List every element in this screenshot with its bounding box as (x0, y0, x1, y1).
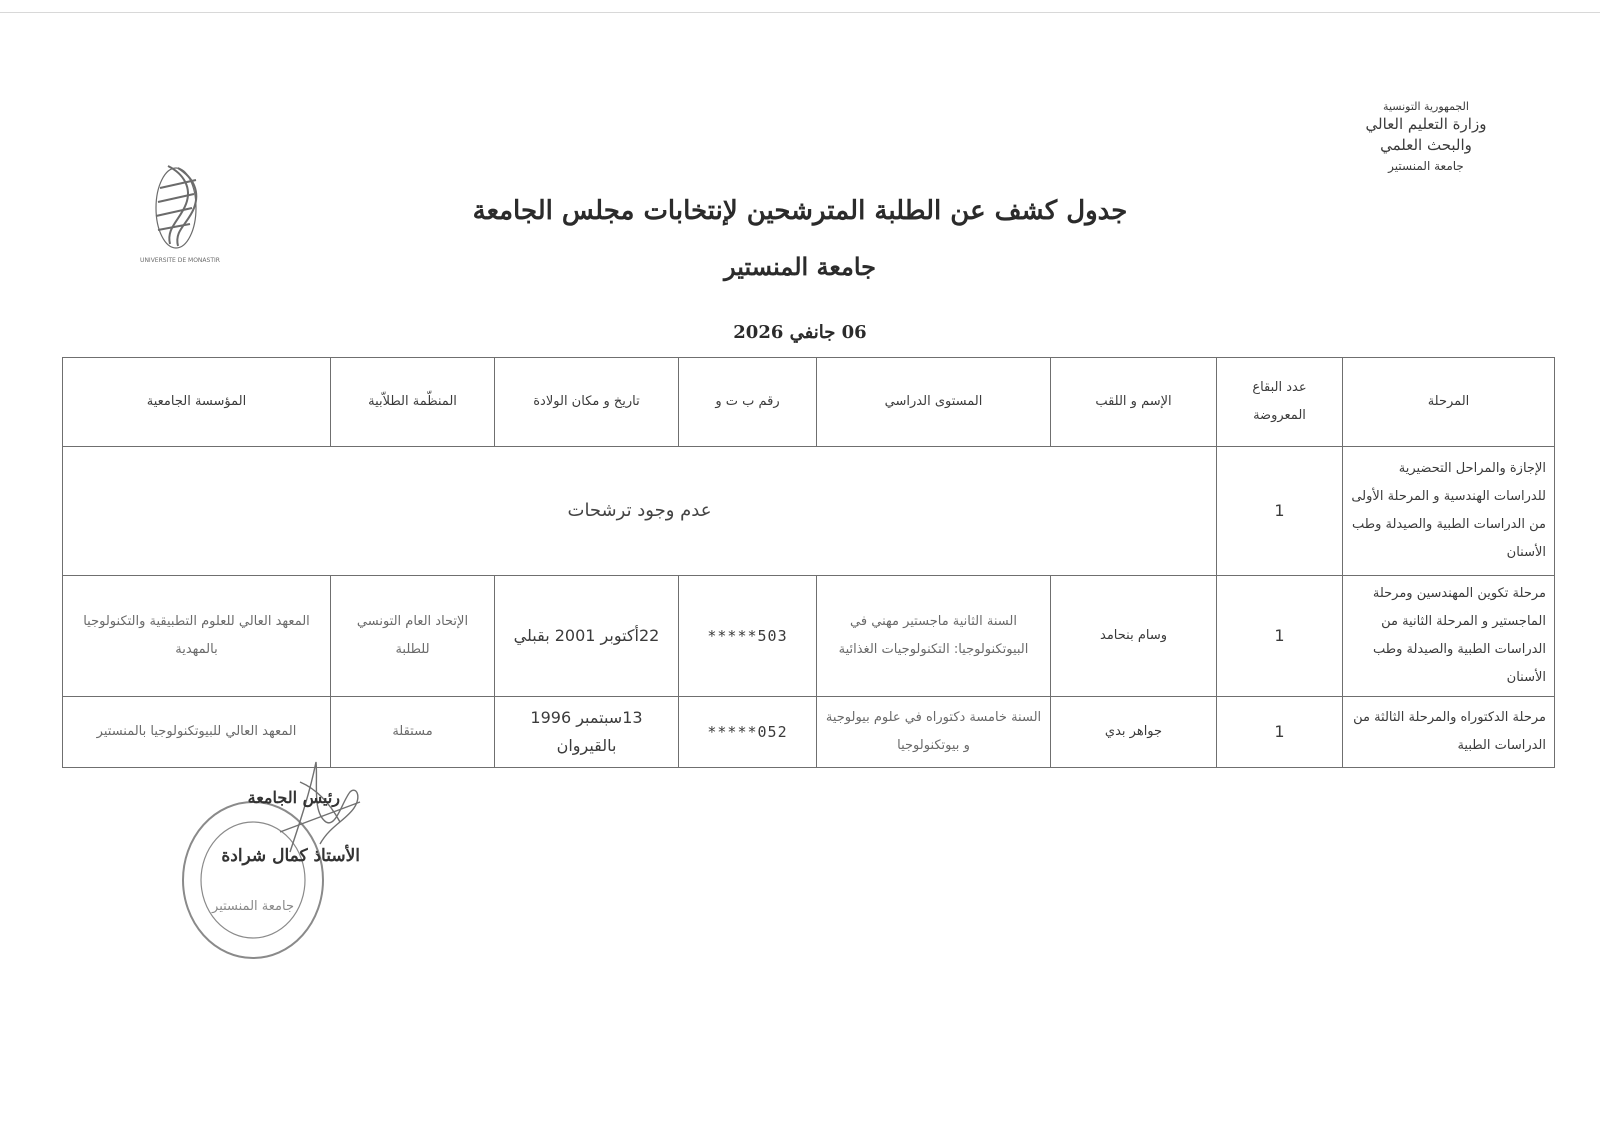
cell-organization: مستقلة (331, 697, 495, 768)
university-logo-icon (140, 158, 220, 268)
header-level: المستوى الدراسي (817, 358, 1051, 447)
header-organization: المنظّمة الطلاّبية (331, 358, 495, 447)
cell-seats: 1 (1217, 697, 1343, 768)
cell-id: 503***** (679, 576, 817, 697)
letterhead (1326, 100, 1526, 173)
cell-level: السنة الثانية ماجستير مهني في البيوتكنولوجيا: التكنولوجيات الغذائية (817, 576, 1051, 697)
cell-institution: المعهد العالي للعلوم التطبيقية والتكنولوجيا بالمهدية (63, 576, 331, 697)
header-birth: تاريخ و مكان الولادة (495, 358, 679, 447)
header-institution: المؤسسة الجامعية (63, 358, 331, 447)
cell-stage: مرحلة الدكتوراه والمرحلة الثالثة من الدراسات الطبية (1343, 697, 1555, 768)
cell-level: السنة خامسة دكتوراه في علوم بيولوجية و بيوتكنولوجيا (817, 697, 1051, 768)
cell-birth: 22أكتوبر 2001 بقبلي (495, 576, 679, 697)
cell-name: جواهر بدي (1051, 697, 1217, 768)
republic-label: الجمهورية التونسية (1383, 100, 1469, 113)
cell-stage: مرحلة تكوين المهندسين ومرحلة الماجستير و المرحلة الثانية من الدراسات الطبية والصيدلة وطب الأسنان (1343, 576, 1555, 697)
stamp-text: جامعة المنستير (212, 899, 294, 914)
header-name: الإسم و اللقب (1051, 358, 1217, 447)
header-stage: المرحلة (1343, 358, 1555, 447)
cell-name: وسام بنحامد (1051, 576, 1217, 697)
ministry-label-line1: وزارة التعليم العالي (1365, 115, 1487, 133)
signatory-title: رئيس الجامعة (247, 788, 340, 807)
table-row (63, 576, 1555, 697)
header-seats: عدد البقاع المعروضة (1217, 358, 1343, 447)
cell-stage: الإجازة والمراحل التحضيرية للدراسات الهندسية و المرحلة الأولى من الدراسات الطبية والصيدلة وطب الأسنان (1343, 447, 1555, 576)
signatory-name: الأستاذ كمال شرادة (221, 846, 360, 866)
page-top-rule (0, 12, 1600, 13)
ministry-label-line2: والبحث العلمي (1380, 136, 1472, 154)
logo-caption: UNIVERSITE DE MONASTIR (140, 257, 220, 264)
candidates-table (62, 357, 1555, 768)
document-date: 06 جانفي 2026 (733, 322, 867, 343)
table-header-row (63, 358, 1555, 447)
cell-birth: 13سبتمبر 1996 بالقيروان (495, 697, 679, 768)
page-subtitle: جامعة المنستير (723, 252, 877, 281)
university-label: جامعة المنستير (1388, 159, 1464, 173)
cell-id: 052***** (679, 697, 817, 768)
cell-organization: الإتحاد العام التونسي للطلبة (331, 576, 495, 697)
page-title: جدول كشف عن الطلبة المترشحين لإنتخابات مجلس الجامعة (472, 196, 1128, 226)
header-id: رقم ب ت و (679, 358, 817, 447)
cell-seats: 1 (1217, 576, 1343, 697)
cell-no-candidates: عدم وجود ترشحات (63, 447, 1217, 576)
cell-seats: 1 (1217, 447, 1343, 576)
cell-institution: المعهد العالي للبيوتكنولوجيا بالمنستير (63, 697, 331, 768)
table-row (63, 447, 1555, 576)
